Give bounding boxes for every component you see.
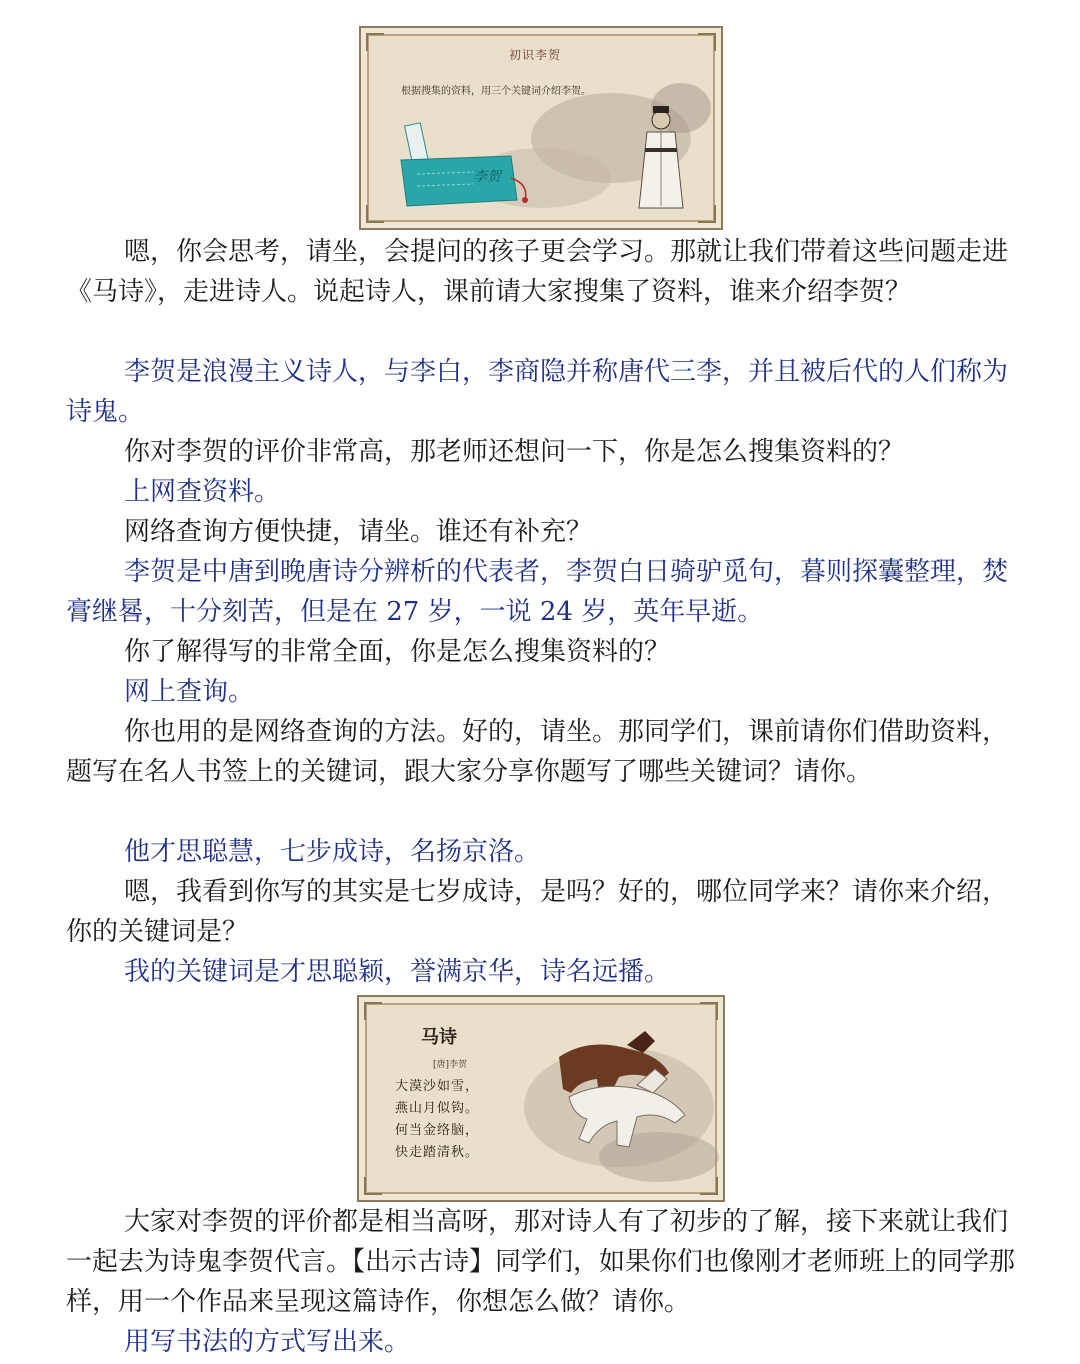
poem-line: 大漠沙如雪， — [395, 1079, 480, 1094]
teacher-paragraph: 你也用的是网络查询的方法。好的，请坐。那同学们，课前请你们借助资料，题写在名人书签上的关键词，跟大家分享你题写了哪些关键词？请你。 — [66, 717, 1009, 787]
poem-title: 马诗 — [421, 1027, 457, 1048]
student-answer: 李贺是中唐到晚唐诗分辨析的代表者，李贺白日骑驴觅句，暮则探囊整理，焚膏继晷，十分刻苦，但是在 27 岁，一说 24 岁，英年早逝。 — [66, 557, 1009, 627]
frame-corner — [700, 1177, 718, 1195]
frame-corner — [698, 205, 716, 223]
teacher-paragraph: 网络查询方便快捷，请坐。谁还有补充？ — [124, 517, 593, 547]
teacher-paragraph: 大家对李贺的评价都是相当高呀，那对诗人有了初步的了解，接下来就让我们一起去为诗鬼李贺代言。【出示古诗】同学们，如果你们也像刚才老师班上的同学那样，用一个作品来呈现这篇诗作，你想怎么做？请你。 — [66, 1207, 1016, 1317]
bookmark-text: 李贺 — [473, 169, 501, 185]
slide-image-intro — [359, 26, 723, 230]
slide-title: 初识李贺 — [509, 48, 562, 62]
frame-corner — [364, 1002, 382, 1020]
student-answer: 网上查询。 — [124, 677, 255, 707]
teacher-paragraph: 你了解得写的非常全面，你是怎么搜集资料的？ — [124, 637, 671, 667]
slide-image-poem — [357, 995, 725, 1202]
student-answer: 我的关键词是才思聪颖，誉满京华，诗名远播。 — [124, 957, 671, 987]
student-answer: 他才思聪慧，七步成诗，名扬京洛。 — [124, 837, 541, 867]
teacher-paragraph: 你对李贺的评价非常高，那老师还想问一下，你是怎么搜集资料的？ — [124, 437, 905, 467]
poem-line: 快走踏清秋。 — [395, 1145, 480, 1160]
poem-line: 燕山月似钩。 — [395, 1101, 480, 1116]
student-answer: 用写书法的方式写出来。 — [124, 1327, 411, 1357]
frame-corner — [366, 33, 384, 51]
frame-corner — [698, 33, 716, 51]
frame-corner — [364, 1177, 382, 1195]
teacher-paragraph: 嗯，你会思考，请坐，会提问的孩子更会学习。那就让我们带着这些问题走进《马诗》，走进诗人。说起诗人，课前请大家搜集了资料，谁来介绍李贺？ — [66, 237, 1009, 307]
poem-author: [唐]李贺 — [433, 1060, 468, 1070]
frame-corner — [366, 205, 384, 223]
frame-corner — [700, 1002, 718, 1020]
student-answer: 李贺是浪漫主义诗人，与李白，李商隐并称唐代三李，并且被后代的人们称为诗鬼。 — [66, 357, 1009, 427]
poem-line: 何当金络脑， — [395, 1123, 480, 1138]
slide-prompt: 根据搜集的资料，用三个关键词介绍李贺。 — [401, 86, 591, 97]
student-answer: 上网查资料。 — [124, 477, 281, 507]
teacher-paragraph: 嗯，我看到你写的其实是七岁成诗，是吗？好的，哪位同学来？请你来介绍，你的关键词是？ — [66, 877, 1009, 947]
